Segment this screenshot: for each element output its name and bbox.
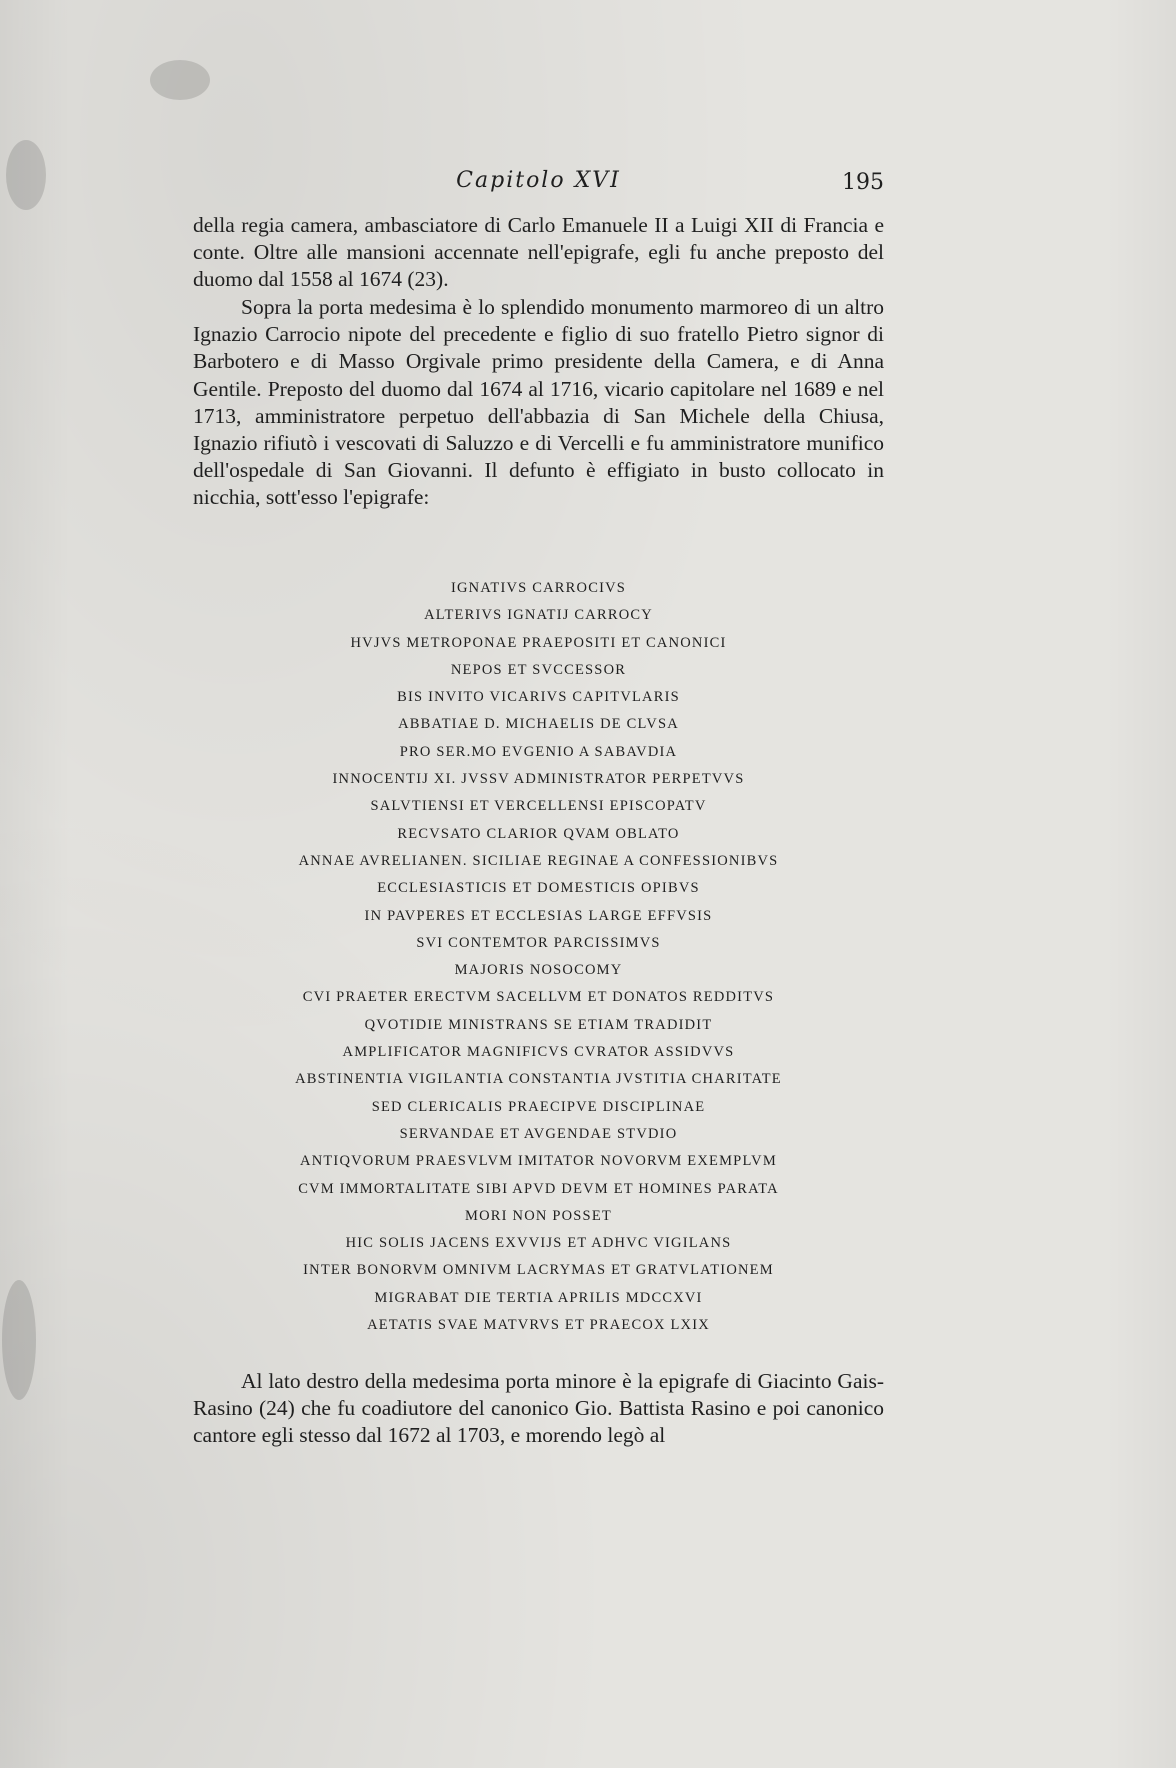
- paragraph: Sopra la porta medesima è lo splendido monumento marmoreo di un altro Ignazio Carrocio nipote del precedente e figlio di suo fratello Pietro signor di Barbotero e di Masso Orgivale primo presidente della Camera, e di Anna Gentile. Preposto del duomo dal 1674 al 1716, vicario capitolare nel 1689 e nel 1713, amministratore perpetuo dell'abbazia di San Michele della Chiusa, Ignazio rifiutò i vescovati di Saluzzo e di Vercelli e fu amministratore munifico dell'ospedale di San Giovanni. Il defunto è effigiato in busto collocato in nicchia, sott'esso l'epigrafe:: [193, 295, 884, 510]
- epigraph-line: MIGRABAT DIE TERTIA APRILIS MDCCXVI: [374, 1289, 703, 1306]
- epigraph-line: AETATIS SVAE MATVRVS ET PRAECOX LXIX: [367, 1317, 710, 1334]
- epigraph-line: MAJORIS NOSOCOMY: [454, 962, 623, 979]
- running-title: Capitolo XVI: [456, 168, 621, 193]
- epigraph-line: SALVTIENSI ET VERCELLENSI EPISCOPATV: [370, 798, 707, 815]
- epigraph-line: INNOCENTIJ XI. JVSSV ADMINISTRATOR PERPETVVS: [332, 771, 745, 788]
- epigraph-line: INTER BONORVM OMNIVM LACRYMAS ET GRATVLATIONEM: [303, 1262, 774, 1279]
- epigraph-line: IGNATIVS CARROCIVS: [450, 580, 627, 596]
- paragraph: della regia camera, ambasciatore di Carlo Emanuele II a Luigi XII di Francia e conte. Oltre alle mansioni accennate nell'epigrafe, egli fu anche preposto del duomo dal 1558 al 1674 (23).: [193, 213, 884, 292]
- epigraph-line: BIS INVITO VICARIVS CAPITVLARIS: [397, 689, 680, 706]
- epigraph-line: ANNAE AVRELIANEN. SICILIAE REGINAE A CONFESSIONIBVS: [298, 852, 779, 869]
- epigraph-line: IN PAVPERES ET ECCLESIAS LARGE EFFVSIS: [364, 907, 713, 924]
- page-smudge: [6, 140, 46, 210]
- epigraph-line: HIC SOLIS JACENS EXVVIJS ET ADHVC VIGILANS: [345, 1235, 732, 1252]
- epigraph-line: QVOTIDIE MINISTRANS SE ETIAM TRADIDIT: [364, 1016, 713, 1033]
- epigraph-line: NEPOS ET SVCCESSOR: [450, 661, 627, 678]
- paragraph: Al lato destro della medesima porta minore è la epigrafe di Giacinto Gais-Rasino (24) che fu coadiutore del canonico Gio. Battista Rasino e poi canonico cantore egli stesso dal 1672 al 1703, e morendo legò al: [193, 1369, 884, 1448]
- page-smudge: [150, 60, 210, 100]
- epigraph-line: AMPLIFICATOR MAGNIFICVS CVRATOR ASSIDVVS: [342, 1044, 735, 1061]
- epigraph-line: RECVSATO CLARIOR QVAM OBLATO: [397, 825, 680, 842]
- epigraph-line: SVI CONTEMTOR PARCISSIMVS: [416, 934, 661, 951]
- epigraph-line: ALTERIVS IGNATIJ CARROCY: [424, 607, 653, 624]
- epigraph-line: ECCLESIASTICIS ET DOMESTICIS OPIBVS: [377, 880, 700, 897]
- page-smudge: [2, 1280, 36, 1400]
- epigraph-line: CVI PRAETER ERECTVM SACELLVM ET DONATOS REDDITVS: [302, 989, 775, 1006]
- epigraph-line: SED CLERICALIS PRAECIPVE DISCIPLINAE: [371, 1098, 706, 1115]
- epigraph-line: ABSTINENTIA VIGILANTIA CONSTANTIA JVSTITIA CHARITATE: [295, 1071, 782, 1088]
- epigraph-line: MORI NON POSSET: [465, 1207, 612, 1224]
- epigraph-inscription: [193, 575, 884, 1339]
- epigraph-line: HVJVS METROPONAE PRAEPOSITI ET CANONICI: [350, 634, 727, 651]
- epigraph-line: CVM IMMORTALITATE SIBI APVD DEVM ET HOMINES PARATA: [298, 1180, 779, 1197]
- page-number: 195: [842, 170, 884, 195]
- epigraph-line: SERVANDAE ET AVGENDAE STVDIO: [399, 1125, 678, 1142]
- epigraph-line: ANTIQVORUM PRAESVLVM IMITATOR NOVORVM EXEMPLVM: [300, 1153, 777, 1170]
- page-header: [193, 168, 884, 198]
- epigraph-line: ABBATIAE D. MICHAELIS DE CLVSA: [398, 716, 679, 733]
- epigraph-line: PRO SER.MO EVGENIO A SABAVDIA: [399, 743, 678, 760]
